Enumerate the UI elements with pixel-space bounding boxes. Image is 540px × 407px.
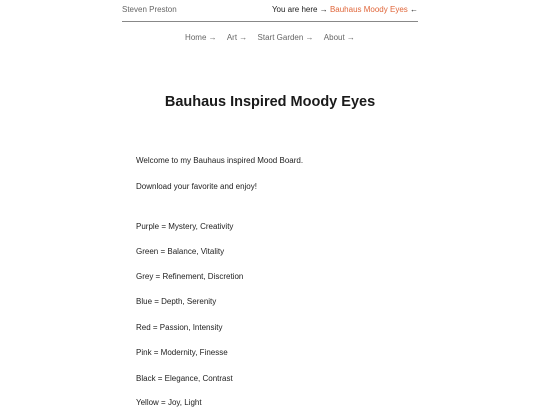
nav-home-link[interactable]: Home →	[185, 33, 217, 42]
mood-item: Green = Balance, Vitality	[136, 247, 225, 256]
breadcrumb-prefix: You are here →	[271, 5, 328, 14]
breadcrumb-suffix: ←	[410, 5, 418, 14]
intro-text: Welcome to my Bauhaus inspired Mood Board.	[136, 156, 304, 165]
breadcrumb	[272, 5, 418, 14]
page-title: Bauhaus Inspired Moody Eyes	[164, 94, 376, 110]
download-text: Download your favorite and enjoy!	[136, 182, 257, 191]
mood-item: Pink = Modernity, Finesse	[136, 348, 228, 357]
mood-item: Red = Passion, Intensity	[136, 323, 223, 332]
mood-item: Black = Elegance, Contrast	[136, 374, 233, 383]
mood-item: Blue = Depth, Serenity	[136, 297, 217, 306]
site-name-link[interactable]: Steven Preston	[122, 5, 177, 14]
mood-item: Purple = Mystery, Creativity	[136, 222, 234, 231]
nav-art-link[interactable]: Art →	[226, 33, 248, 42]
breadcrumb-current-link[interactable]: Bauhaus Moody Eyes	[329, 5, 408, 14]
mood-item: Grey = Refinement, Discretion	[136, 272, 244, 281]
header-bar	[122, 0, 418, 22]
mood-item: Yellow = Joy, Light	[136, 398, 202, 407]
nav-start-garden-link[interactable]: Start Garden →	[257, 33, 314, 42]
main-nav	[0, 33, 540, 42]
nav-about-link[interactable]: About →	[323, 33, 355, 42]
